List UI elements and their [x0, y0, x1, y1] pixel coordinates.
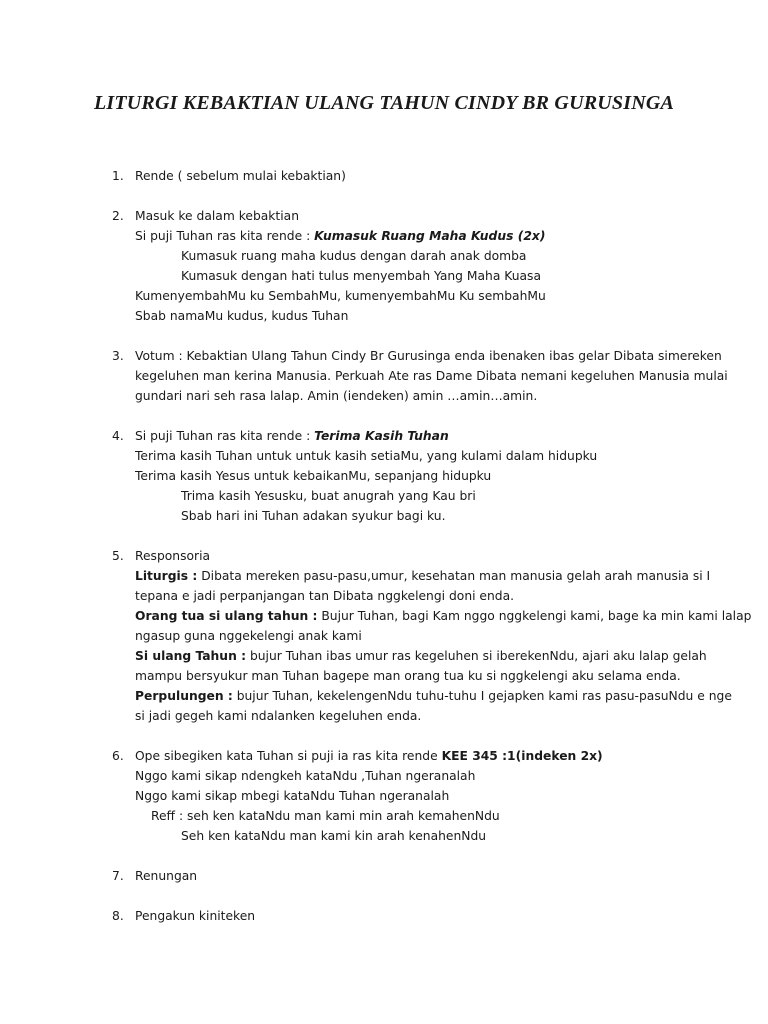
- speaker-label: Liturgis :: [135, 569, 198, 583]
- item-number: 1.: [112, 169, 124, 183]
- responsoria-line: si jadi gegeh kami ndalanken kegeluhen enda.: [135, 709, 422, 723]
- item-text: Renungan: [135, 869, 198, 883]
- responsoria-text: bujur Tuhan, kekelengenNdu tuhu-tuhu I gejapken kami ras pasu-pasuNdu e nge: [232, 689, 732, 703]
- item-text: Ope sibegiken kata Tuhan si puji ia ras kita rende: [135, 749, 442, 763]
- lyric-line: Trima kasih Yesusku, buat anugrah yang Kau bri: [181, 489, 476, 503]
- reff-line: Seh ken kataNdu man kami kin arah kenahenNdu: [181, 829, 487, 843]
- reff-line: Reff : seh ken kataNdu man kami min arah kemahenNdu: [151, 809, 500, 823]
- responsoria-line: ngasup guna nggekelengi anak kami: [135, 629, 362, 643]
- document-title: LITURGI KEBAKTIAN ULANG TAHUN CINDY BR GURUSINGA: [93, 92, 675, 114]
- list-item-8: [0, 906, 768, 926]
- responsoria-line: [0, 686, 768, 706]
- item-number: 6.: [112, 749, 124, 763]
- votum-line: kegeluhen man kerina Manusia. Perkuah Ate ras Dame Dibata nemani kegeluhen Manusia mulai: [135, 369, 728, 383]
- responsoria-text: bujur Tuhan ibas umur ras kegeluhen si iberekenNdu, ajari aku lalap gelah: [246, 649, 707, 663]
- responsoria-text: Bujur Tuhan, bagi Kam nggo nggkelengi kami, bage ka min kami lalap: [317, 609, 752, 623]
- lyric-line: Nggo kami sikap mbegi kataNdu Tuhan ngeranalah: [135, 789, 450, 803]
- responsoria-line: [0, 606, 768, 626]
- liturgy-list: [0, 166, 768, 926]
- hymn-reference: KEE 345 :1(indeken 2x): [441, 749, 603, 763]
- item-text: Rende ( sebelum mulai kebaktian): [135, 169, 346, 183]
- item-number: 4.: [112, 429, 124, 443]
- list-item-4: [0, 426, 768, 446]
- speaker-label: Orang tua si ulang tahun :: [135, 609, 318, 623]
- item-heading: Masuk ke dalam kebaktian: [135, 209, 299, 223]
- lyric-line: Kumasuk ruang maha kudus dengan darah anak domba: [181, 249, 527, 263]
- list-item-2: [0, 206, 768, 226]
- list-item-7: [0, 866, 768, 886]
- responsoria-line: mampu bersyukur man Tuhan bagepe man orang tua ku si nggkelengi aku selama enda.: [135, 669, 681, 683]
- responsoria-line: tepana e jadi perpanjangan tan Dibata nggkelengi doni enda.: [135, 589, 515, 603]
- lyric-line: Terima kasih Tuhan untuk untuk kasih setiaMu, yang kulami dalam hidupku: [135, 449, 598, 463]
- lyric-line: Nggo kami sikap ndengkeh kataNdu ,Tuhan ngeranalah: [135, 769, 476, 783]
- item-number: 8.: [112, 909, 124, 923]
- item-text: Pengakun kiniteken: [135, 909, 256, 923]
- votum-line: Votum : Kebaktian Ulang Tahun Cindy Br Gurusinga enda ibenaken ibas gelar Dibata simereken: [135, 349, 722, 363]
- lyric-line: KumenyembahMu ku SembahMu, kumenyembahMu Ku sembahMu: [135, 289, 546, 303]
- lyric-line: Terima kasih Yesus untuk kebaikanMu, sepanjang hidupku: [135, 469, 492, 483]
- lyric-line: Sbab namaMu kudus, kudus Tuhan: [135, 309, 349, 323]
- song-title: Terima Kasih Tuhan: [314, 429, 449, 443]
- item-number: 3.: [112, 349, 124, 363]
- item-number: 7.: [112, 869, 124, 883]
- list-item-5: [0, 546, 768, 566]
- list-item-3: [0, 346, 768, 366]
- item-number: 2.: [112, 209, 124, 223]
- responsoria-line: [0, 646, 768, 666]
- list-item-6: [0, 746, 768, 766]
- song-intro: Si puji Tuhan ras kita rende :: [135, 429, 315, 443]
- list-item-1: [0, 166, 768, 186]
- lyric-line: Kumasuk dengan hati tulus menyembah Yang Maha Kuasa: [181, 269, 541, 283]
- votum-line: gundari nari seh rasa lalap. Amin (iendeken) amin …amin…amin.: [135, 389, 538, 403]
- song-intro: Si puji Tuhan ras kita rende :: [135, 229, 315, 243]
- responsoria-text: Dibata mereken pasu-pasu,umur, kesehatan man manusia gelah arah manusia si I: [197, 569, 711, 583]
- song-title: Kumasuk Ruang Maha Kudus (2x): [314, 229, 546, 243]
- responsoria-line: [0, 566, 768, 586]
- item-heading: Responsoria: [135, 549, 211, 563]
- speaker-label: Si ulang Tahun :: [135, 649, 247, 663]
- item-number: 5.: [112, 549, 124, 563]
- lyric-line: Sbab hari ini Tuhan adakan syukur bagi ku.: [181, 509, 446, 523]
- song-intro-line: [0, 226, 768, 246]
- speaker-label: Perpulungen :: [135, 689, 233, 703]
